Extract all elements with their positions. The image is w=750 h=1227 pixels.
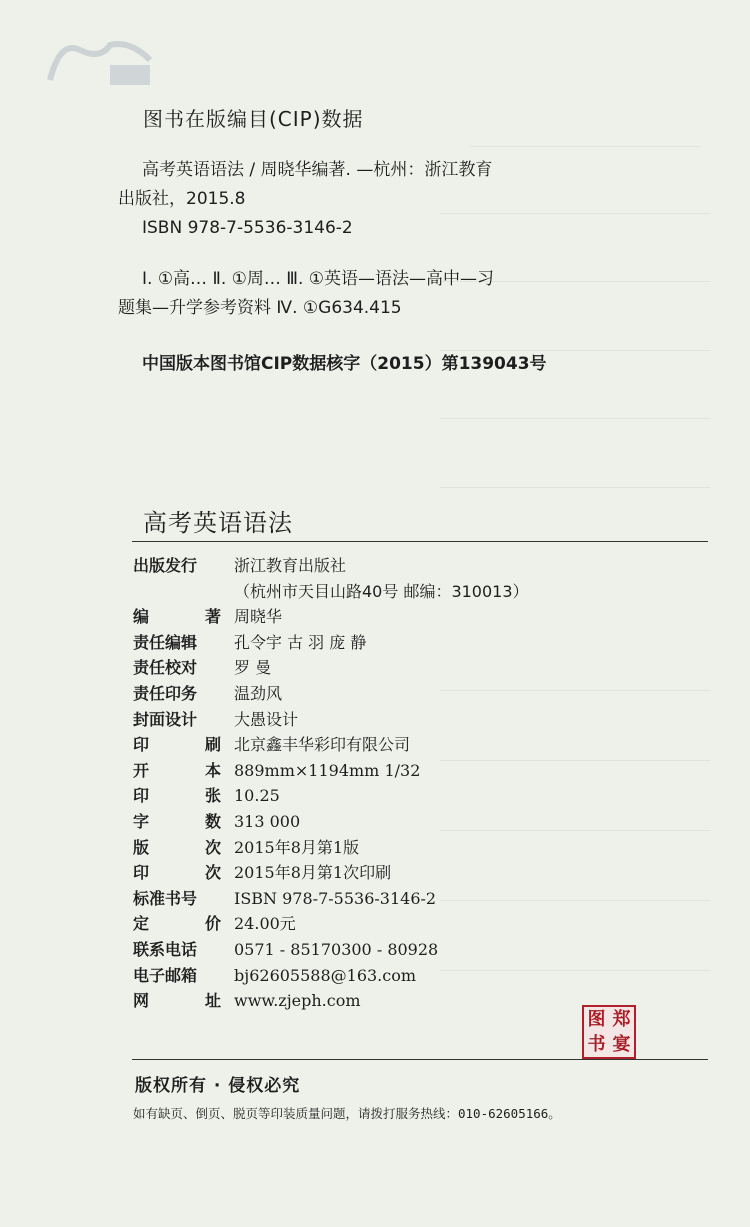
cip-number: 中国版本图书馆CIP数据核字（2015）第139043号: [142, 354, 547, 374]
cip-body: [118, 156, 638, 323]
cip-isbn: ISBN 978-7-5536-3146-2: [142, 218, 353, 238]
cip-classification: 题集—升学参考资料 Ⅳ. ①G634.415: [118, 298, 402, 318]
spec-value: 889mm×1194mm 1/32: [234, 760, 421, 780]
spec-value: 10.25: [234, 786, 280, 806]
spec-label: 联系电话: [133, 939, 198, 959]
book-title: 高考英语语法: [143, 509, 293, 537]
spec-row: [133, 911, 703, 937]
spec-label: 标准书号: [133, 888, 198, 908]
spec-row: [133, 604, 703, 630]
spec-label: 字 数: [133, 811, 221, 831]
spec-value: ISBN 978-7-5536-3146-2: [234, 888, 437, 908]
spec-value: 大愚设计: [234, 709, 299, 729]
divider: [132, 1059, 708, 1060]
spec-value: 罗 曼: [234, 658, 272, 678]
cip-title: 图书在版编目(CIP)数据: [143, 107, 364, 131]
spec-value: 北京鑫丰华彩印有限公司: [234, 735, 411, 755]
spec-value: 2015年8月第1版: [234, 837, 360, 857]
spec-label: 定 价: [133, 914, 221, 934]
spec-label: 印 刷: [133, 735, 221, 755]
spec-value: bj62605588@163.com: [234, 965, 417, 985]
spec-label: 开 本: [133, 760, 221, 780]
spec-label: 编 著: [133, 607, 221, 627]
spec-label: 印 张: [133, 786, 221, 806]
spec-row: [133, 630, 703, 656]
spec-value: 周晓华: [234, 607, 283, 627]
spec-label: 责任印务: [133, 683, 198, 703]
service-hotline-notice: 如有缺页、倒页、脱页等印装质量问题，请拨打服务热线：010-62605166。: [133, 1106, 561, 1121]
spec-label: 封面设计: [133, 709, 198, 729]
publication-specs: [133, 553, 703, 1014]
spec-value: 0571 - 85170300 - 80928: [234, 939, 439, 959]
spec-value: 温劲风: [234, 683, 283, 703]
spec-row: [133, 809, 703, 835]
corner-ink-smudge: [40, 20, 160, 100]
spec-value: 浙江教育出版社: [234, 556, 347, 575]
seal-char: 图: [587, 1008, 606, 1030]
spec-label: 电子邮箱: [133, 965, 198, 985]
publisher-address: （杭州市天目山路40号 邮编：310013）: [234, 581, 529, 601]
spec-row: [133, 655, 703, 681]
copyright-notice: 版权所有 · 侵权必究: [135, 1076, 301, 1096]
spec-label: 责任编辑: [133, 632, 198, 652]
cip-classification: Ⅰ. ①高… Ⅱ. ①周… Ⅲ. ①英语—语法—高中—习: [142, 269, 495, 289]
spec-row: [133, 783, 703, 809]
spec-value: www.zjeph.com: [234, 991, 361, 1011]
spec-label: 责任校对: [133, 658, 198, 678]
spec-value: 24.00元: [234, 914, 296, 934]
seal-char: 书: [587, 1033, 606, 1055]
spec-row: [133, 937, 703, 963]
library-seal-stamp: [582, 1005, 636, 1059]
spec-row: [133, 732, 703, 758]
seal-char: 郑: [612, 1008, 631, 1030]
spec-label: 网 址: [133, 991, 221, 1011]
spec-row: [133, 758, 703, 784]
spec-row: [133, 963, 703, 989]
spec-value: 孔令宇 古 羽 庞 静: [234, 632, 367, 652]
spec-label: 印 次: [133, 863, 221, 883]
spec-value: 2015年8月第1次印刷: [234, 863, 392, 883]
spec-row: [133, 860, 703, 886]
spec-label: 出版发行: [133, 556, 198, 575]
spec-row: [133, 707, 703, 733]
spec-row: [133, 835, 703, 861]
divider: [132, 541, 708, 542]
seal-char: 宴: [612, 1033, 631, 1055]
spec-row: [133, 681, 703, 707]
spec-row: [133, 553, 703, 579]
spec-row: [133, 886, 703, 912]
cip-line: 高考英语语法 / 周晓华编著. —杭州：浙江教育: [142, 160, 493, 180]
spec-value: 313 000: [234, 811, 301, 831]
cip-line: 出版社，2015.8: [118, 189, 246, 209]
spec-label: 版 次: [133, 837, 221, 857]
